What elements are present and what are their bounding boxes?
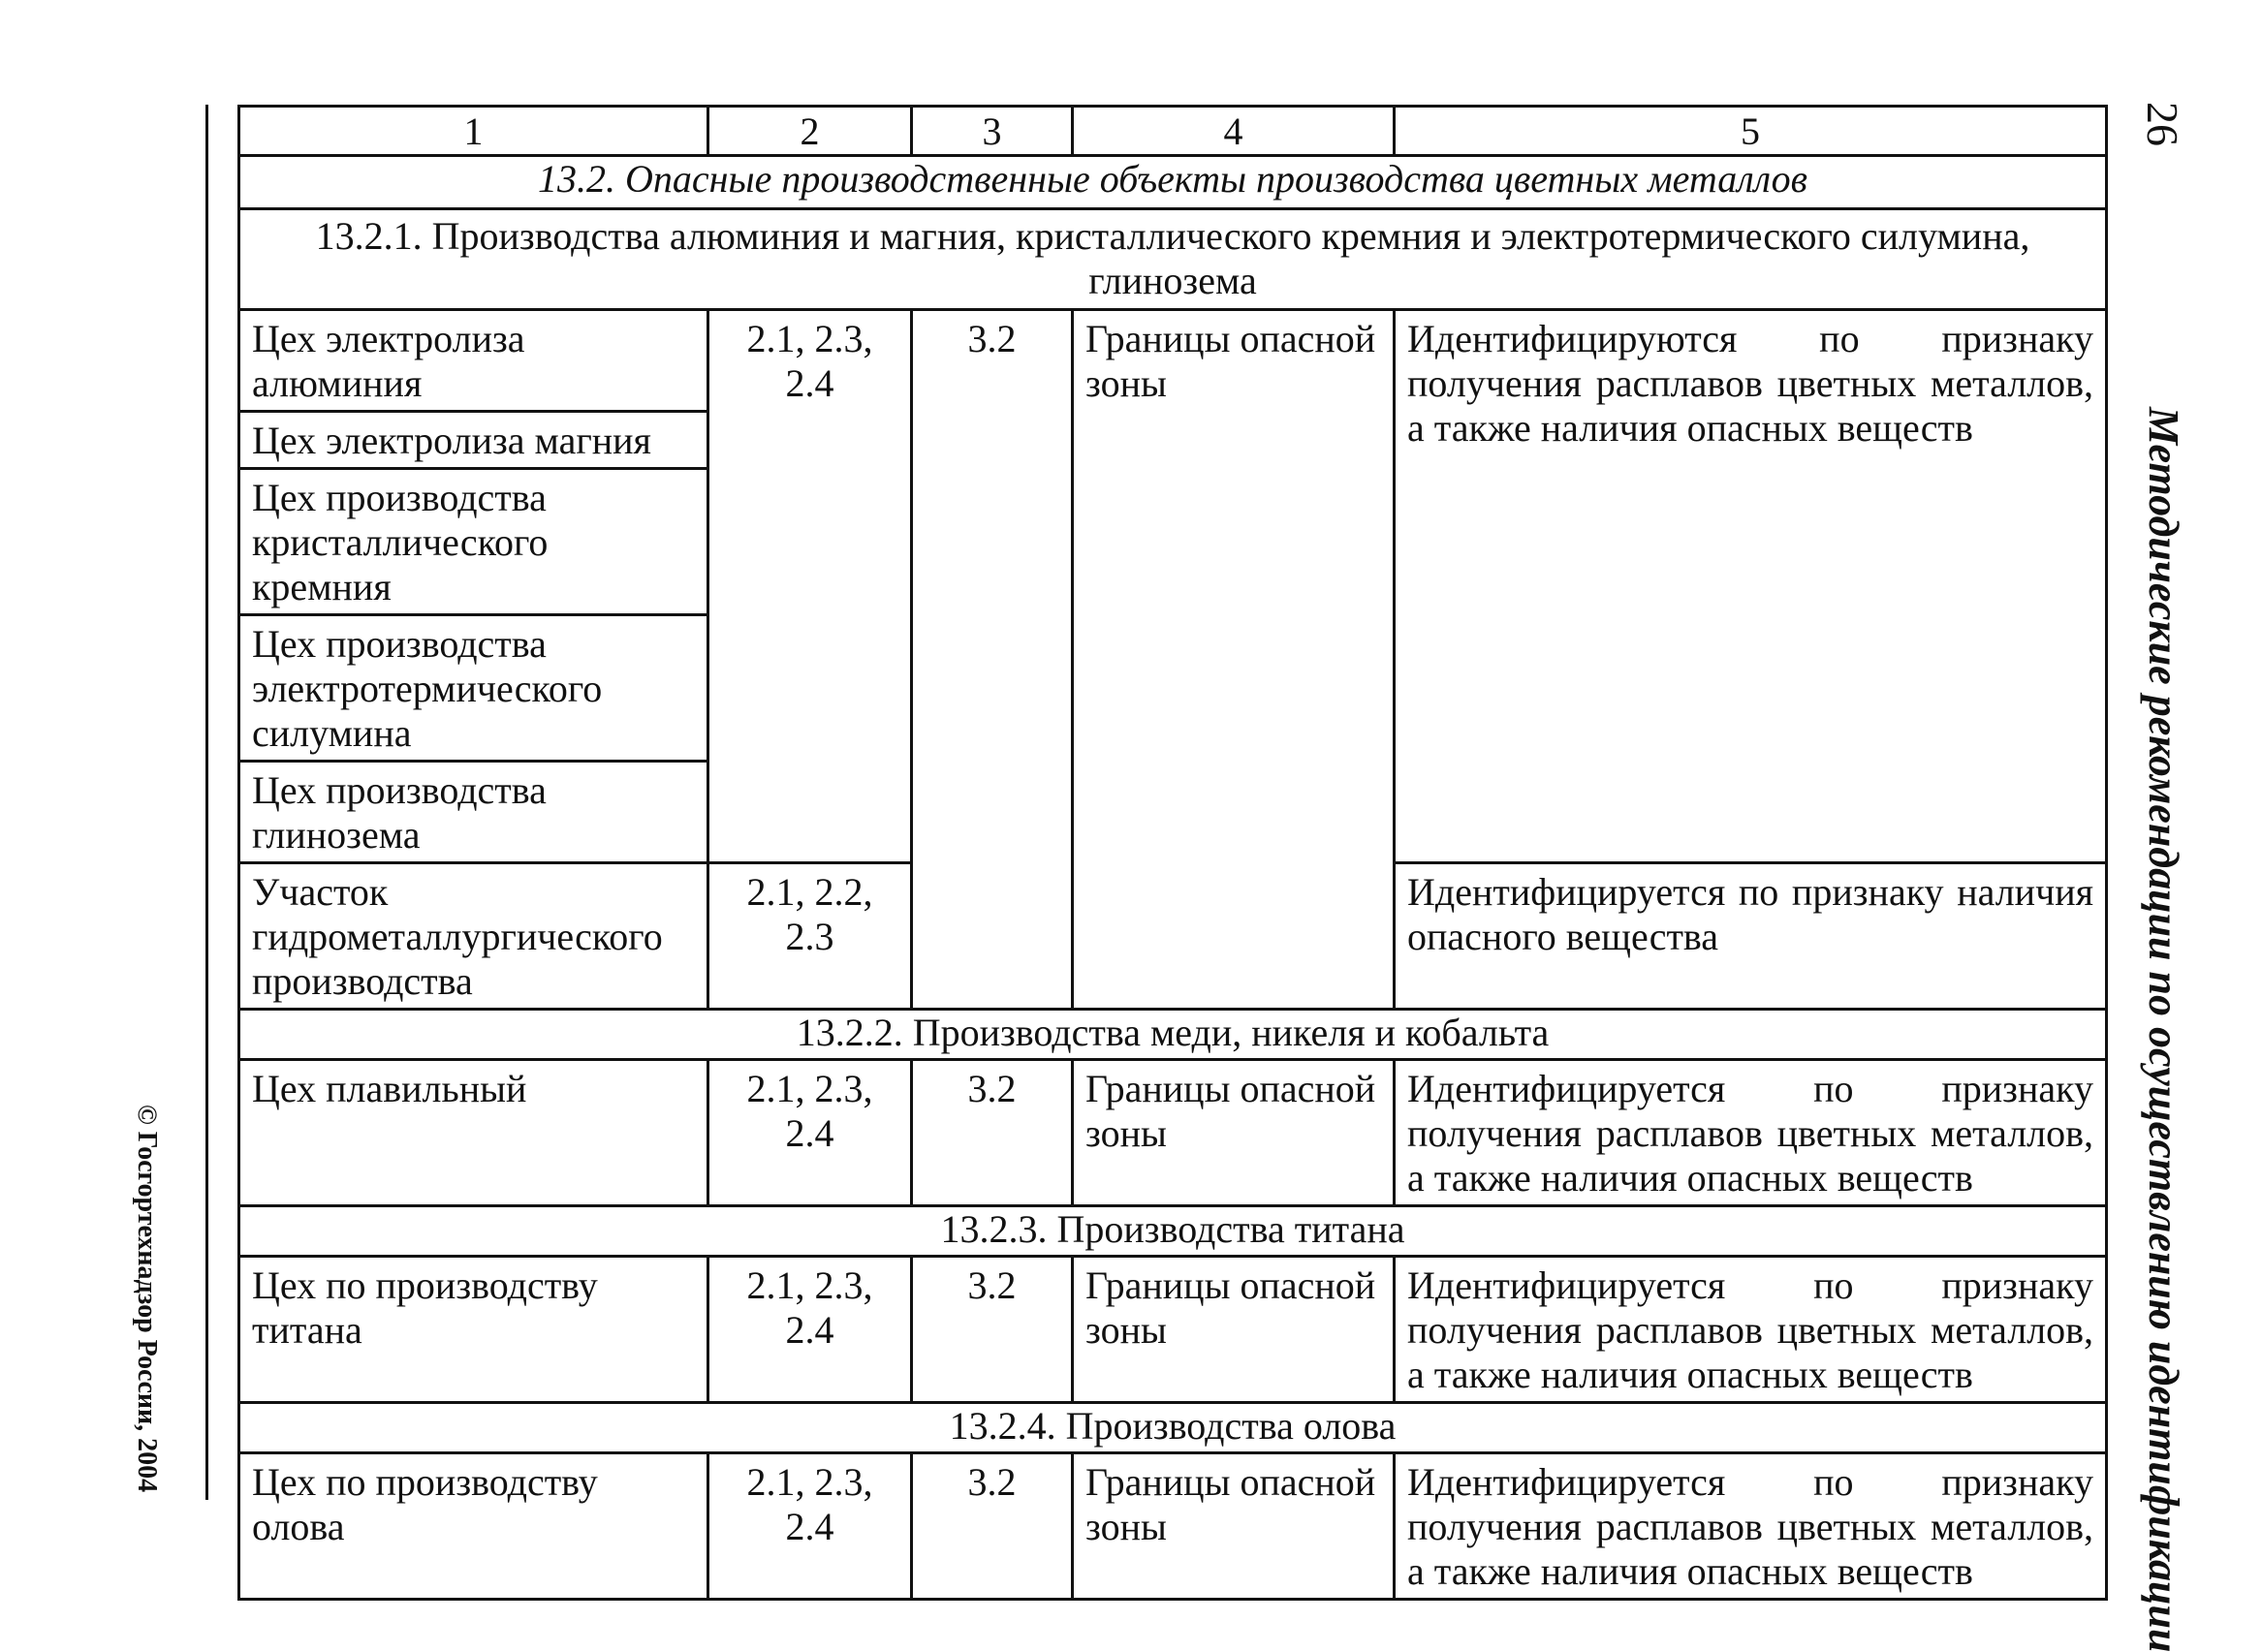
workshop-name: Цех электролиза магния — [239, 412, 708, 469]
workshop-name: Цех производства электротермического силумина — [239, 615, 708, 762]
running-title: Методические рекомендации по осуществлению идентификации — [2140, 407, 2187, 1652]
copyright-notice: © Госгортехнадзор России, 2004 — [132, 1104, 162, 1493]
criteria-codes: 2.1, 2.3, 2.4 — [708, 310, 912, 863]
subsection-row — [239, 1206, 2107, 1257]
column-header: 5 — [1395, 107, 2107, 156]
subsection-title: 13.2.1. Производства алюминия и магния, кристаллического кремния и электротермического силумина, глинозема — [239, 209, 2107, 310]
subsection-title: 13.2.3. Производства титана — [239, 1206, 2107, 1257]
section-row — [239, 156, 2107, 209]
column-header: 2 — [708, 107, 912, 156]
column-header: 1 — [239, 107, 708, 156]
criteria-codes: 2.1, 2.3, 2.4 — [708, 1257, 912, 1403]
subsection-title: 13.2.4. Производства олова — [239, 1403, 2107, 1453]
subsection-title: 13.2.2. Производства меди, никеля и кобальта — [239, 1010, 2107, 1060]
left-margin-rule — [205, 105, 208, 1500]
subsection-row — [239, 1010, 2107, 1060]
identification-note: Идентифицируется по признаку наличия опасного вещества — [1395, 863, 2107, 1010]
table-row — [239, 1060, 2107, 1206]
criteria-codes: 2.1, 2.3, 2.4 — [708, 1453, 912, 1600]
column-header: 3 — [912, 107, 1073, 156]
boundary-description: Границы опасной зоны — [1073, 1453, 1395, 1600]
category-code: 3.2 — [912, 1453, 1073, 1600]
table-row — [239, 1453, 2107, 1600]
workshop-name: Цех по производству титана — [239, 1257, 708, 1403]
criteria-codes: 2.1, 2.3, 2.4 — [708, 1060, 912, 1206]
column-header: 4 — [1073, 107, 1395, 156]
table-row — [239, 310, 2107, 412]
subsection-row — [239, 209, 2107, 310]
boundary-description: Границы опасной зоны — [1073, 1257, 1395, 1403]
category-code: 3.2 — [912, 1060, 1073, 1206]
category-code: 3.2 — [912, 1257, 1073, 1403]
section-title: 13.2. Опасные производственные объекты производства цветных металлов — [239, 156, 2107, 209]
workshop-name: Цех производства кристаллического кремния — [239, 469, 708, 615]
workshop-name: Цех производства глинозема — [239, 762, 708, 863]
identification-note: Идентифицируется по признаку получения расплавов цветных металлов, а также наличия опасных веществ — [1395, 1453, 2107, 1600]
criteria-codes: 2.1, 2.2, 2.3 — [708, 863, 912, 1010]
identification-note: Идентифицируются по признаку получения расплавов цветных металлов, а также наличия опасных веществ — [1395, 310, 2107, 863]
workshop-name: Цех плавильный — [239, 1060, 708, 1206]
identification-note: Идентифицируется по признаку получения расплавов цветных металлов, а также наличия опасных веществ — [1395, 1060, 2107, 1206]
workshop-name: Цех по производству олова — [239, 1453, 708, 1600]
boundary-description: Границы опасной зоны — [1073, 1060, 1395, 1206]
identification-note: Идентифицируется по признаку получения расплавов цветных металлов, а также наличия опасных веществ — [1395, 1257, 2107, 1403]
workshop-name: Участок гидрометаллургического производства — [239, 863, 708, 1010]
category-code: 3.2 — [912, 310, 1073, 1010]
workshop-name: Цех электролиза алюминия — [239, 310, 708, 412]
table-row — [239, 1257, 2107, 1403]
subsection-row — [239, 1403, 2107, 1453]
column-number-row — [239, 107, 2107, 156]
identification-table — [237, 105, 2108, 1601]
page-number: 26 — [2138, 102, 2187, 146]
boundary-description: Границы опасной зоны — [1073, 310, 1395, 1010]
